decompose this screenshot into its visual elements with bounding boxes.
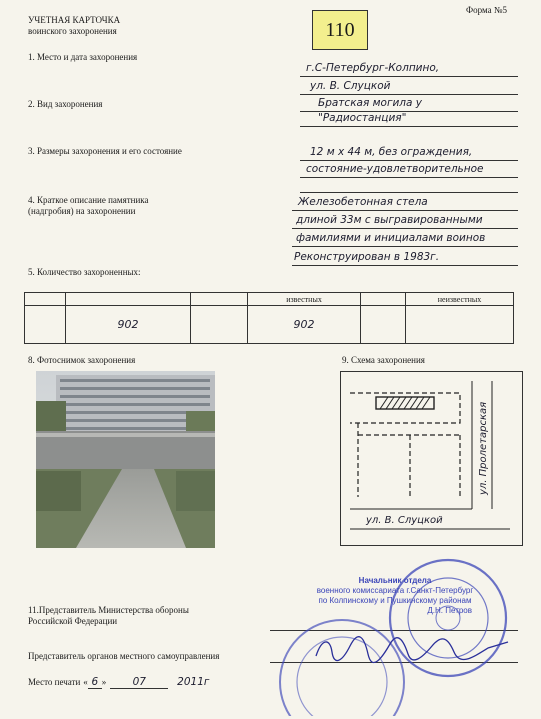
stamp-line-1: Начальник отдела xyxy=(358,576,432,585)
date-year: 2011г xyxy=(177,676,210,688)
count-header-cell xyxy=(191,293,248,306)
field-4-line-1: Железобетонная стела xyxy=(298,196,428,208)
rep-mo-line-2: Российской Федерации xyxy=(28,616,118,626)
photo-label: 8. Фотоснимок захоронения xyxy=(28,355,136,365)
card-title: УЧЕТНАЯ КАРТОЧКА xyxy=(28,15,121,25)
count-header-unknown: неизвестных xyxy=(406,293,514,306)
field-2-underline-2 xyxy=(300,126,518,127)
scheme-street-vertical: ул. Пролетарская xyxy=(478,401,489,495)
handwritten-signature xyxy=(312,628,512,668)
stamp-line-4: Д.Н. Петров xyxy=(427,606,472,615)
field-4-underline-3 xyxy=(292,246,518,247)
count-header-cell xyxy=(25,293,66,306)
field-4-underline-1 xyxy=(292,210,518,211)
form-number: Форма №5 xyxy=(466,5,507,15)
field-1-line-2: ул. В. Слуцкой xyxy=(310,80,391,92)
field-5-label: 5. Количество захороненных: xyxy=(28,267,141,277)
stamp-line-3: по Колпинскому и Пушкинскому районам xyxy=(318,596,472,605)
field-4-line-3: фамилиями и инициалами воинов xyxy=(296,232,486,244)
field-1-label: 1. Место и дата захоронения xyxy=(28,52,138,62)
field-1-underline-2 xyxy=(300,94,518,95)
scheme-label: 9. Схема захоронения xyxy=(342,355,425,365)
count-cell xyxy=(191,306,248,344)
date-day: 6 xyxy=(88,677,102,689)
scheme-street-horizontal: ул. В. Слуцкой xyxy=(366,515,443,526)
field-3-line-2: состояние-удовлетворительное xyxy=(306,163,484,175)
field-3-underline-3 xyxy=(300,192,518,193)
count-cell xyxy=(361,306,406,344)
count-table-value-row xyxy=(25,306,514,344)
field-2-line-2: "Радиостанция" xyxy=(318,112,407,124)
date-open-quote: « xyxy=(83,677,88,687)
rep-local-label: Представитель органов местного самоуправления xyxy=(28,651,220,661)
count-total-value: 902 xyxy=(66,306,191,344)
card-number-box xyxy=(312,10,368,50)
card-number: 110 xyxy=(325,18,355,41)
burial-scheme xyxy=(340,371,523,546)
count-header-cell xyxy=(66,293,191,306)
field-2-label: 2. Вид захоронения xyxy=(28,99,103,109)
count-known-value: 902 xyxy=(248,306,361,344)
field-4-label-1: 4. Краткое описание памятника xyxy=(28,195,149,205)
field-3-underline-1 xyxy=(300,160,518,161)
field-4-line-4: Реконструирован в 1983г. xyxy=(294,251,440,263)
count-cell xyxy=(25,306,66,344)
field-1-line-1: г.С-Петербург-Колпино, xyxy=(306,62,440,74)
field-4-underline-4 xyxy=(292,265,518,266)
count-unknown-value xyxy=(406,306,514,344)
date-month: 07 xyxy=(110,677,168,689)
field-1-underline-1 xyxy=(300,76,518,77)
seal-place-label: Место печати xyxy=(28,677,81,687)
date-close-quote: » xyxy=(101,677,107,687)
count-header-cell xyxy=(361,293,406,306)
count-table-header-row xyxy=(25,293,514,306)
burial-scheme-drawing xyxy=(340,371,523,546)
field-4-line-2: длиной 33м с выгравированными xyxy=(296,214,483,226)
field-3-label: 3. Размеры захоронения и его состояние xyxy=(28,146,182,156)
field-4-underline-2 xyxy=(292,228,518,229)
count-header-known: известных xyxy=(248,293,361,306)
rep-mo-line-1: 11.Представитель Министерства обороны xyxy=(28,605,189,615)
seal-date-row xyxy=(28,677,216,689)
official-stamp xyxy=(300,576,490,616)
field-4-label-2: (надгробия) на захоронении xyxy=(28,206,136,216)
card-subtitle: воинского захоронения xyxy=(28,26,117,36)
burial-photo xyxy=(36,371,215,548)
burial-photo-image xyxy=(36,371,215,548)
stamp-line-2: военного комиссариата г.Санкт-Петербург xyxy=(316,586,474,595)
field-3-underline-2 xyxy=(300,177,518,178)
field-2-line-1: Братская могила у xyxy=(318,97,423,109)
field-3-line-1: 12 м х 44 м, без ограждения, xyxy=(310,146,473,158)
burial-count-table xyxy=(24,292,514,344)
